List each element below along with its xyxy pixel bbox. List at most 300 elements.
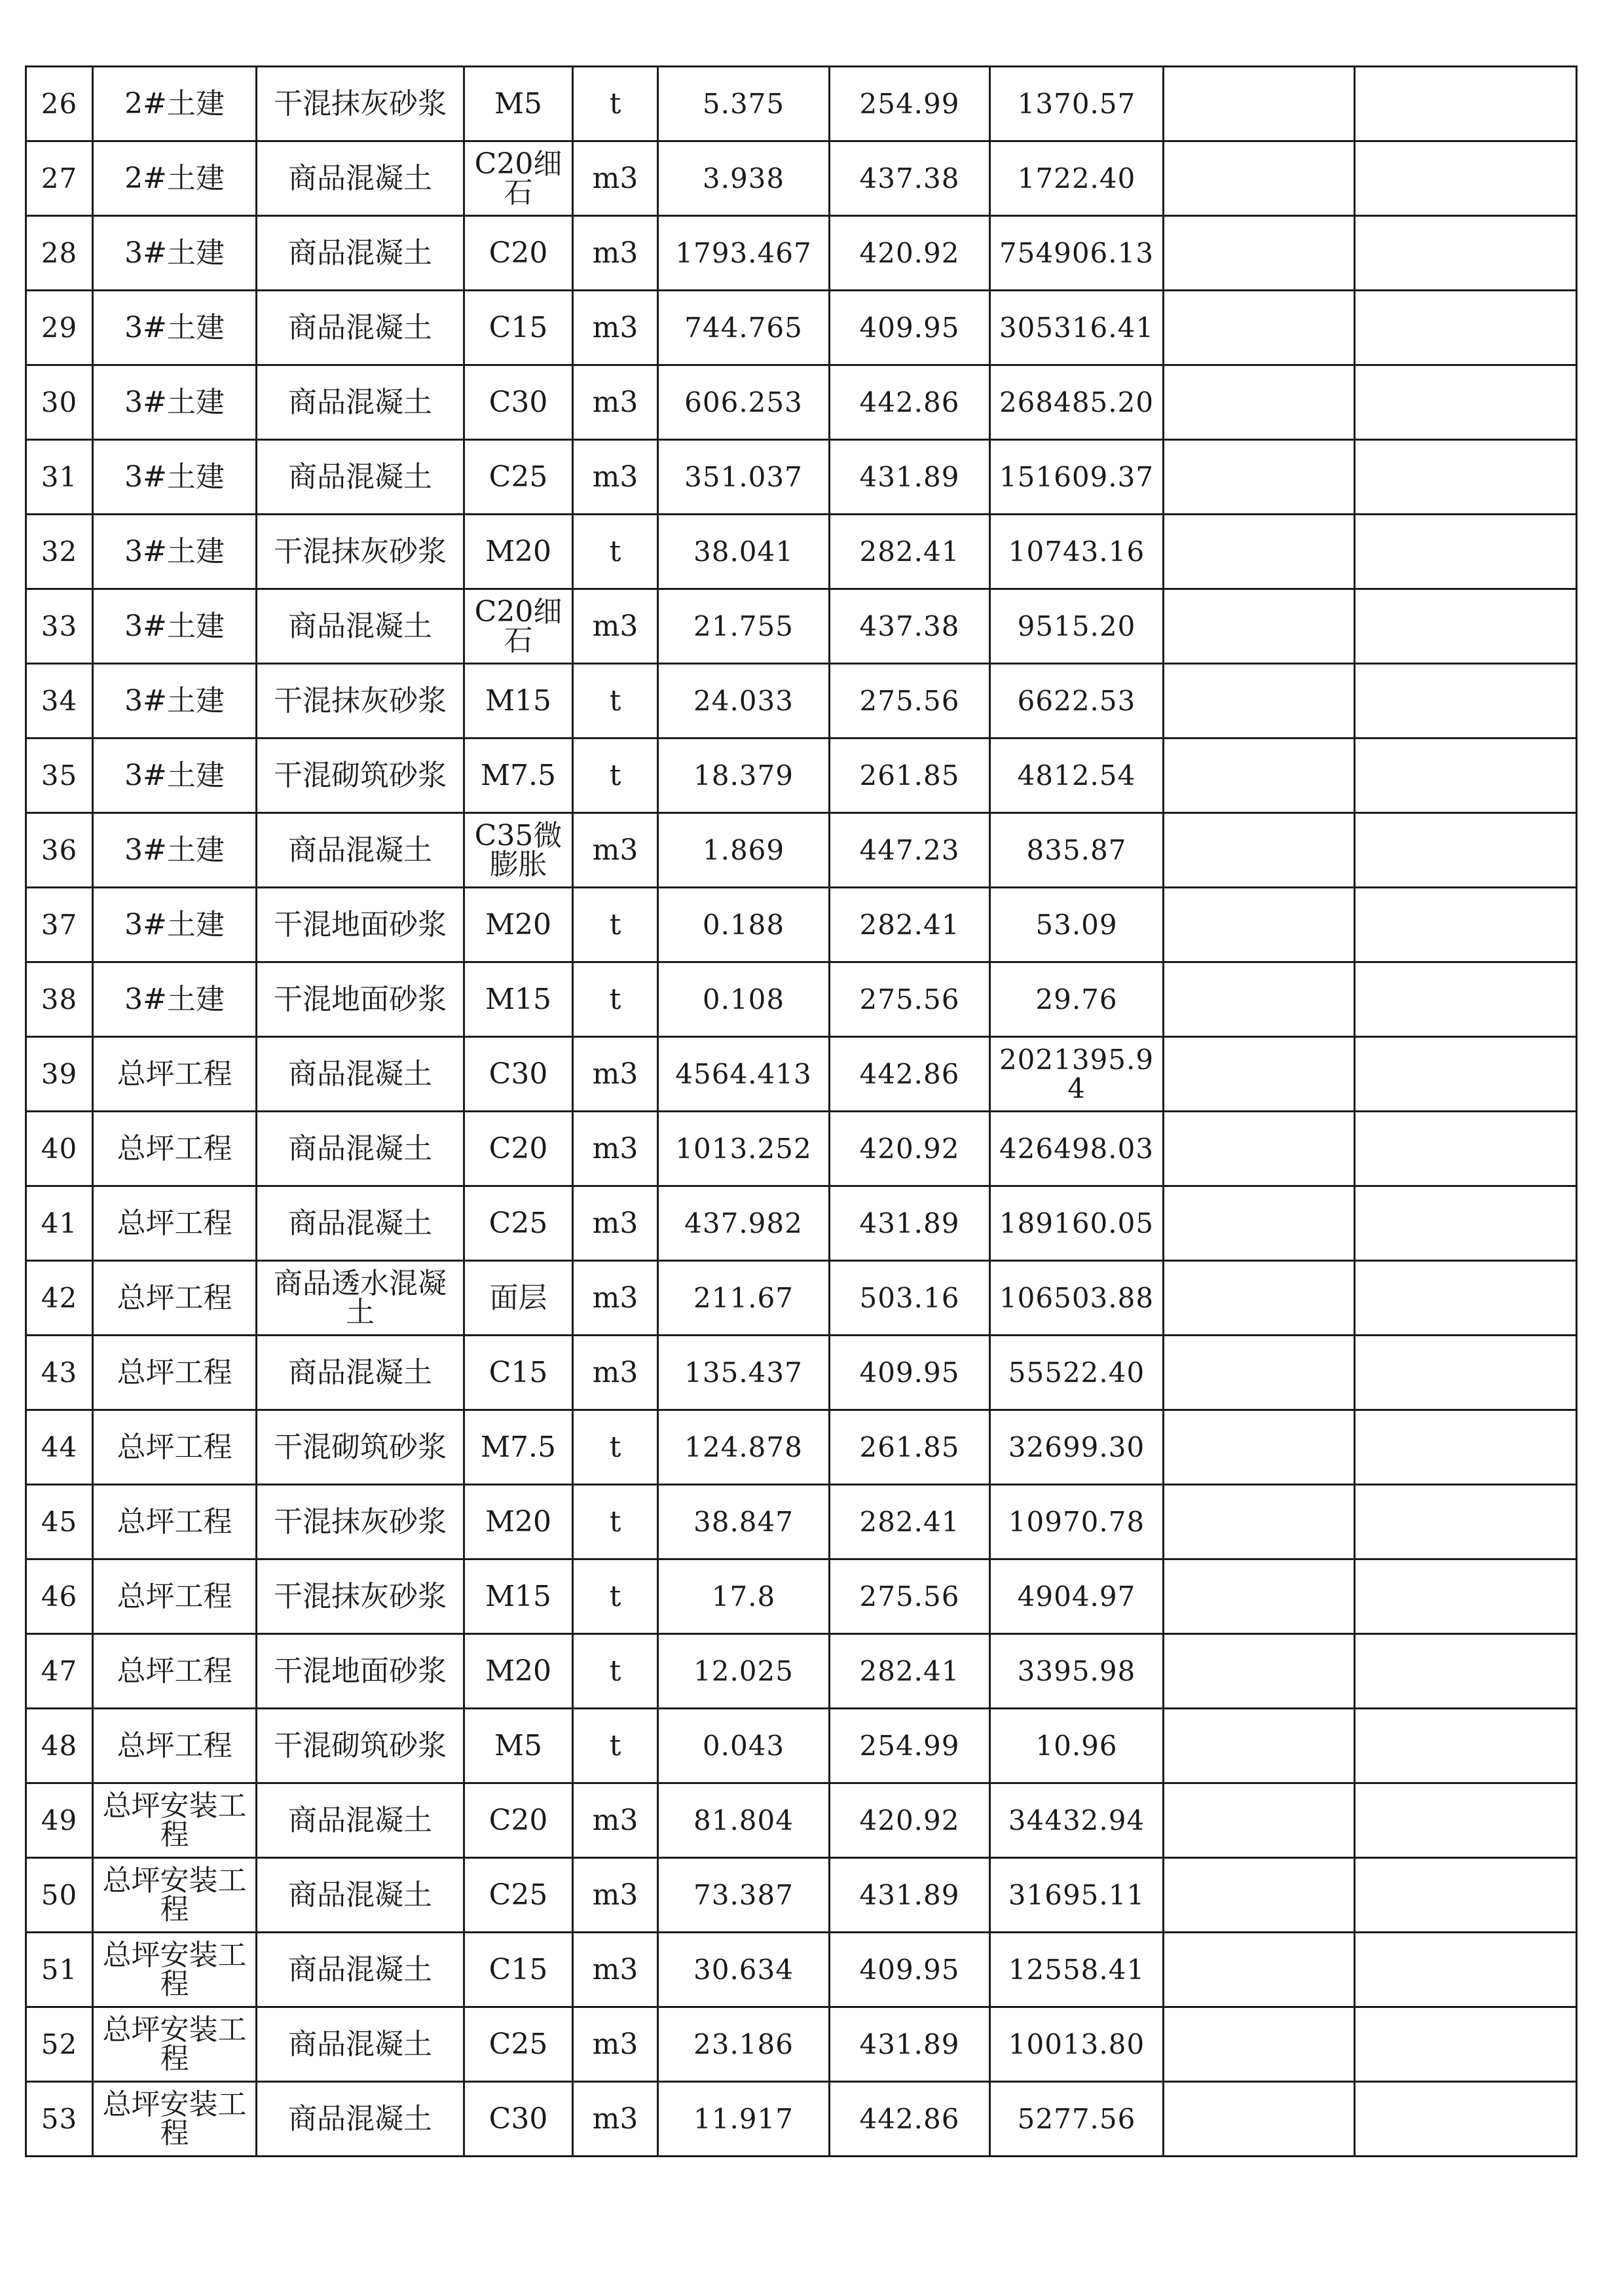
blank-cell-b xyxy=(1355,1634,1577,1709)
amount-cell: 4812.54 xyxy=(990,738,1164,813)
blank-cell-b xyxy=(1355,141,1577,216)
row-number-cell: 44 xyxy=(26,1410,93,1485)
spec-cell: M20 xyxy=(464,515,573,589)
quantity-cell: 18.379 xyxy=(658,738,830,813)
row-number-cell: 40 xyxy=(26,1112,93,1186)
amount-cell: 189160.05 xyxy=(990,1186,1164,1261)
amount-cell: 268485.20 xyxy=(990,365,1164,440)
blank-cell-b xyxy=(1355,1186,1577,1261)
table-row xyxy=(26,1634,1577,1709)
unit-cell: m3 xyxy=(573,1186,658,1261)
material-name-cell: 商品混凝土 xyxy=(257,2007,464,2082)
quantity-cell: 38.041 xyxy=(658,515,830,589)
row-number-cell: 42 xyxy=(26,1261,93,1336)
row-number-cell: 41 xyxy=(26,1186,93,1261)
unit-price-cell: 420.92 xyxy=(830,1112,990,1186)
section-cell: 3#土建 xyxy=(93,515,257,589)
unit-price-cell: 503.16 xyxy=(830,1261,990,1336)
amount-cell: 9515.20 xyxy=(990,589,1164,664)
blank-cell-b xyxy=(1355,440,1577,515)
blank-cell-a xyxy=(1164,664,1355,738)
unit-cell: t xyxy=(573,1559,658,1634)
row-number-cell: 45 xyxy=(26,1485,93,1559)
unit-price-cell: 420.92 xyxy=(830,1783,990,1858)
blank-cell-a xyxy=(1164,1783,1355,1858)
row-number-cell: 32 xyxy=(26,515,93,589)
table-row xyxy=(26,589,1577,664)
unit-cell: m3 xyxy=(573,440,658,515)
unit-price-cell: 447.23 xyxy=(830,813,990,888)
material-name-cell: 商品透水混凝土 xyxy=(257,1261,464,1336)
blank-cell-a xyxy=(1164,1933,1355,2007)
spec-cell: C25 xyxy=(464,1858,573,1933)
unit-cell: m3 xyxy=(573,141,658,216)
section-cell: 2#土建 xyxy=(93,67,257,141)
material-name-cell: 干混地面砂浆 xyxy=(257,1634,464,1709)
section-cell: 3#土建 xyxy=(93,813,257,888)
quantity-cell: 24.033 xyxy=(658,664,830,738)
material-name-cell: 商品混凝土 xyxy=(257,440,464,515)
blank-cell-a xyxy=(1164,291,1355,365)
unit-price-cell: 409.95 xyxy=(830,1933,990,2007)
unit-price-cell: 254.99 xyxy=(830,1709,990,1783)
blank-cell-a xyxy=(1164,515,1355,589)
quantity-cell: 1793.467 xyxy=(658,216,830,291)
row-number-cell: 39 xyxy=(26,1037,93,1112)
quantity-cell: 12.025 xyxy=(658,1634,830,1709)
spec-cell: M15 xyxy=(464,1559,573,1634)
section-cell: 3#土建 xyxy=(93,365,257,440)
row-number-cell: 30 xyxy=(26,365,93,440)
quantity-cell: 5.375 xyxy=(658,67,830,141)
row-number-cell: 47 xyxy=(26,1634,93,1709)
unit-price-cell: 261.85 xyxy=(830,738,990,813)
amount-cell: 5277.56 xyxy=(990,2082,1164,2157)
unit-price-cell: 254.99 xyxy=(830,67,990,141)
blank-cell-b xyxy=(1355,2007,1577,2082)
amount-cell: 151609.37 xyxy=(990,440,1164,515)
table-body xyxy=(26,67,1577,2157)
row-number-cell: 29 xyxy=(26,291,93,365)
spec-cell: M20 xyxy=(464,888,573,962)
spec-cell: C15 xyxy=(464,1336,573,1410)
unit-price-cell: 282.41 xyxy=(830,1485,990,1559)
unit-price-cell: 275.56 xyxy=(830,962,990,1037)
unit-price-cell: 442.86 xyxy=(830,1037,990,1112)
row-number-cell: 46 xyxy=(26,1559,93,1634)
unit-price-cell: 431.89 xyxy=(830,1186,990,1261)
quantity-cell: 744.765 xyxy=(658,291,830,365)
quantity-cell: 17.8 xyxy=(658,1559,830,1634)
section-cell: 总坪工程 xyxy=(93,1186,257,1261)
unit-price-cell: 431.89 xyxy=(830,440,990,515)
amount-cell: 34432.94 xyxy=(990,1783,1164,1858)
blank-cell-a xyxy=(1164,67,1355,141)
blank-cell-b xyxy=(1355,365,1577,440)
quantity-cell: 38.847 xyxy=(658,1485,830,1559)
table-row xyxy=(26,216,1577,291)
blank-cell-b xyxy=(1355,1858,1577,1933)
blank-cell-a xyxy=(1164,365,1355,440)
material-name-cell: 干混砌筑砂浆 xyxy=(257,738,464,813)
table-row xyxy=(26,1336,1577,1410)
table-row xyxy=(26,2007,1577,2082)
unit-price-cell: 409.95 xyxy=(830,291,990,365)
section-cell: 3#土建 xyxy=(93,738,257,813)
section-cell: 总坪安装工程 xyxy=(93,2082,257,2157)
blank-cell-b xyxy=(1355,1410,1577,1485)
row-number-cell: 27 xyxy=(26,141,93,216)
unit-cell: t xyxy=(573,888,658,962)
amount-cell: 12558.41 xyxy=(990,1933,1164,2007)
blank-cell-b xyxy=(1355,67,1577,141)
table-row xyxy=(26,1037,1577,1112)
spec-cell: M20 xyxy=(464,1634,573,1709)
blank-cell-a xyxy=(1164,1858,1355,1933)
blank-cell-b xyxy=(1355,1112,1577,1186)
quantity-cell: 211.67 xyxy=(658,1261,830,1336)
section-cell: 总坪安装工程 xyxy=(93,2007,257,2082)
amount-cell: 10.96 xyxy=(990,1709,1164,1783)
blank-cell-b xyxy=(1355,1783,1577,1858)
blank-cell-a xyxy=(1164,1336,1355,1410)
material-name-cell: 商品混凝土 xyxy=(257,1112,464,1186)
unit-cell: m3 xyxy=(573,2007,658,2082)
material-name-cell: 商品混凝土 xyxy=(257,1336,464,1410)
unit-cell: m3 xyxy=(573,1112,658,1186)
blank-cell-b xyxy=(1355,216,1577,291)
row-number-cell: 31 xyxy=(26,440,93,515)
spec-cell: C20 xyxy=(464,1112,573,1186)
quantity-cell: 1013.252 xyxy=(658,1112,830,1186)
spec-cell: C20细石 xyxy=(464,589,573,664)
row-number-cell: 26 xyxy=(26,67,93,141)
table-row xyxy=(26,962,1577,1037)
amount-cell: 835.87 xyxy=(990,813,1164,888)
blank-cell-b xyxy=(1355,1037,1577,1112)
material-name-cell: 干混抹灰砂浆 xyxy=(257,1485,464,1559)
material-name-cell: 商品混凝土 xyxy=(257,1933,464,2007)
material-name-cell: 商品混凝土 xyxy=(257,216,464,291)
quantity-cell: 0.108 xyxy=(658,962,830,1037)
table-row xyxy=(26,1261,1577,1336)
table-row xyxy=(26,1186,1577,1261)
section-cell: 2#土建 xyxy=(93,141,257,216)
section-cell: 总坪工程 xyxy=(93,1336,257,1410)
unit-price-cell: 275.56 xyxy=(830,664,990,738)
blank-cell-b xyxy=(1355,738,1577,813)
table-row xyxy=(26,1559,1577,1634)
quantity-cell: 437.982 xyxy=(658,1186,830,1261)
spec-cell: C30 xyxy=(464,2082,573,2157)
row-number-cell: 50 xyxy=(26,1858,93,1933)
unit-price-cell: 420.92 xyxy=(830,216,990,291)
section-cell: 总坪工程 xyxy=(93,1559,257,1634)
quantity-cell: 124.878 xyxy=(658,1410,830,1485)
quantity-cell: 0.188 xyxy=(658,888,830,962)
quantity-cell: 606.253 xyxy=(658,365,830,440)
row-number-cell: 52 xyxy=(26,2007,93,2082)
material-name-cell: 商品混凝土 xyxy=(257,813,464,888)
unit-cell: t xyxy=(573,515,658,589)
unit-cell: t xyxy=(573,664,658,738)
spec-cell: C20 xyxy=(464,1783,573,1858)
row-number-cell: 36 xyxy=(26,813,93,888)
amount-cell: 3395.98 xyxy=(990,1634,1164,1709)
quantity-cell: 23.186 xyxy=(658,2007,830,2082)
row-number-cell: 38 xyxy=(26,962,93,1037)
spec-cell: M15 xyxy=(464,664,573,738)
table-row xyxy=(26,738,1577,813)
amount-cell: 2021395.94 xyxy=(990,1037,1164,1112)
row-number-cell: 35 xyxy=(26,738,93,813)
table-row xyxy=(26,888,1577,962)
quantity-cell: 4564.413 xyxy=(658,1037,830,1112)
unit-cell: t xyxy=(573,962,658,1037)
table-row xyxy=(26,1858,1577,1933)
section-cell: 3#土建 xyxy=(93,962,257,1037)
amount-cell: 10743.16 xyxy=(990,515,1164,589)
blank-cell-a xyxy=(1164,440,1355,515)
unit-price-cell: 409.95 xyxy=(830,1336,990,1410)
table-row xyxy=(26,813,1577,888)
unit-cell: m3 xyxy=(573,1933,658,2007)
quantity-cell: 351.037 xyxy=(658,440,830,515)
quantity-cell: 1.869 xyxy=(658,813,830,888)
amount-cell: 754906.13 xyxy=(990,216,1164,291)
table-row xyxy=(26,515,1577,589)
amount-cell: 29.76 xyxy=(990,962,1164,1037)
blank-cell-a xyxy=(1164,1410,1355,1485)
amount-cell: 426498.03 xyxy=(990,1112,1164,1186)
blank-cell-b xyxy=(1355,1336,1577,1410)
row-number-cell: 53 xyxy=(26,2082,93,2157)
spec-cell: C20细石 xyxy=(464,141,573,216)
section-cell: 总坪工程 xyxy=(93,1634,257,1709)
quantity-cell: 0.043 xyxy=(658,1709,830,1783)
material-name-cell: 商品混凝土 xyxy=(257,589,464,664)
blank-cell-a xyxy=(1164,738,1355,813)
unit-price-cell: 431.89 xyxy=(830,1858,990,1933)
unit-price-cell: 442.86 xyxy=(830,2082,990,2157)
amount-cell: 6622.53 xyxy=(990,664,1164,738)
table-row xyxy=(26,1933,1577,2007)
blank-cell-a xyxy=(1164,141,1355,216)
unit-price-cell: 437.38 xyxy=(830,589,990,664)
blank-cell-b xyxy=(1355,589,1577,664)
spec-cell: C30 xyxy=(464,365,573,440)
amount-cell: 10970.78 xyxy=(990,1485,1164,1559)
section-cell: 3#土建 xyxy=(93,216,257,291)
blank-cell-a xyxy=(1164,1559,1355,1634)
blank-cell-b xyxy=(1355,664,1577,738)
spec-cell: C35微膨胀 xyxy=(464,813,573,888)
spec-cell: C30 xyxy=(464,1037,573,1112)
spec-cell: C20 xyxy=(464,216,573,291)
unit-cell: t xyxy=(573,1485,658,1559)
section-cell: 总坪工程 xyxy=(93,1261,257,1336)
unit-cell: t xyxy=(573,1634,658,1709)
quantity-cell: 73.387 xyxy=(658,1858,830,1933)
unit-cell: t xyxy=(573,1709,658,1783)
blank-cell-a xyxy=(1164,888,1355,962)
unit-price-cell: 282.41 xyxy=(830,1634,990,1709)
section-cell: 总坪安装工程 xyxy=(93,1858,257,1933)
blank-cell-b xyxy=(1355,1559,1577,1634)
amount-cell: 1722.40 xyxy=(990,141,1164,216)
blank-cell-a xyxy=(1164,813,1355,888)
quantity-cell: 30.634 xyxy=(658,1933,830,2007)
unit-cell: m3 xyxy=(573,589,658,664)
blank-cell-a xyxy=(1164,962,1355,1037)
section-cell: 3#土建 xyxy=(93,291,257,365)
blank-cell-a xyxy=(1164,216,1355,291)
unit-price-cell: 282.41 xyxy=(830,888,990,962)
quantity-cell: 3.938 xyxy=(658,141,830,216)
amount-cell: 106503.88 xyxy=(990,1261,1164,1336)
table-row xyxy=(26,67,1577,141)
amount-cell: 55522.40 xyxy=(990,1336,1164,1410)
blank-cell-a xyxy=(1164,1186,1355,1261)
section-cell: 总坪安装工程 xyxy=(93,1783,257,1858)
table-row xyxy=(26,365,1577,440)
material-name-cell: 干混抹灰砂浆 xyxy=(257,67,464,141)
material-name-cell: 商品混凝土 xyxy=(257,1186,464,1261)
unit-cell: t xyxy=(573,1410,658,1485)
amount-cell: 32699.30 xyxy=(990,1410,1164,1485)
spec-cell: M7.5 xyxy=(464,738,573,813)
material-name-cell: 商品混凝土 xyxy=(257,1037,464,1112)
section-cell: 总坪工程 xyxy=(93,1410,257,1485)
table-row xyxy=(26,1112,1577,1186)
unit-price-cell: 437.38 xyxy=(830,141,990,216)
row-number-cell: 51 xyxy=(26,1933,93,2007)
unit-cell: m3 xyxy=(573,291,658,365)
spec-cell: M5 xyxy=(464,1709,573,1783)
unit-cell: m3 xyxy=(573,216,658,291)
unit-price-cell: 275.56 xyxy=(830,1559,990,1634)
blank-cell-b xyxy=(1355,813,1577,888)
blank-cell-b xyxy=(1355,2082,1577,2157)
amount-cell: 31695.11 xyxy=(990,1858,1164,1933)
amount-cell: 4904.97 xyxy=(990,1559,1164,1634)
table-row xyxy=(26,291,1577,365)
row-number-cell: 48 xyxy=(26,1709,93,1783)
blank-cell-a xyxy=(1164,1261,1355,1336)
spec-cell: C25 xyxy=(464,1186,573,1261)
section-cell: 总坪工程 xyxy=(93,1485,257,1559)
section-cell: 3#土建 xyxy=(93,589,257,664)
table-row xyxy=(26,1485,1577,1559)
quantity-cell: 81.804 xyxy=(658,1783,830,1858)
blank-cell-a xyxy=(1164,1634,1355,1709)
unit-cell: m3 xyxy=(573,1783,658,1858)
amount-cell: 305316.41 xyxy=(990,291,1164,365)
row-number-cell: 49 xyxy=(26,1783,93,1858)
amount-cell: 10013.80 xyxy=(990,2007,1164,2082)
material-name-cell: 商品混凝土 xyxy=(257,1783,464,1858)
spec-cell: M15 xyxy=(464,962,573,1037)
unit-cell: m3 xyxy=(573,1858,658,1933)
table-row xyxy=(26,440,1577,515)
blank-cell-b xyxy=(1355,1485,1577,1559)
table-row xyxy=(26,1410,1577,1485)
blank-cell-a xyxy=(1164,589,1355,664)
spec-cell: M5 xyxy=(464,67,573,141)
spec-cell: C25 xyxy=(464,440,573,515)
blank-cell-a xyxy=(1164,1709,1355,1783)
unit-cell: m3 xyxy=(573,1336,658,1410)
quantity-cell: 135.437 xyxy=(658,1336,830,1410)
material-name-cell: 干混抹灰砂浆 xyxy=(257,1559,464,1634)
section-cell: 3#土建 xyxy=(93,440,257,515)
blank-cell-a xyxy=(1164,1485,1355,1559)
table-row xyxy=(26,141,1577,216)
blank-cell-b xyxy=(1355,962,1577,1037)
unit-cell: m3 xyxy=(573,1261,658,1336)
unit-cell: m3 xyxy=(573,1037,658,1112)
blank-cell-a xyxy=(1164,1037,1355,1112)
unit-price-cell: 282.41 xyxy=(830,515,990,589)
table-row xyxy=(26,1709,1577,1783)
unit-cell: t xyxy=(573,67,658,141)
material-name-cell: 干混抹灰砂浆 xyxy=(257,515,464,589)
section-cell: 3#土建 xyxy=(93,888,257,962)
row-number-cell: 37 xyxy=(26,888,93,962)
unit-price-cell: 261.85 xyxy=(830,1410,990,1485)
section-cell: 总坪工程 xyxy=(93,1037,257,1112)
spec-cell: C15 xyxy=(464,291,573,365)
blank-cell-b xyxy=(1355,888,1577,962)
material-name-cell: 干混砌筑砂浆 xyxy=(257,1410,464,1485)
row-number-cell: 34 xyxy=(26,664,93,738)
spec-cell: 面层 xyxy=(464,1261,573,1336)
unit-price-cell: 442.86 xyxy=(830,365,990,440)
material-price-table xyxy=(25,65,1578,2157)
quantity-cell: 21.755 xyxy=(658,589,830,664)
row-number-cell: 28 xyxy=(26,216,93,291)
blank-cell-b xyxy=(1355,515,1577,589)
blank-cell-a xyxy=(1164,1112,1355,1186)
unit-price-cell: 431.89 xyxy=(830,2007,990,2082)
section-cell: 总坪安装工程 xyxy=(93,1933,257,2007)
unit-cell: m3 xyxy=(573,2082,658,2157)
material-name-cell: 干混砌筑砂浆 xyxy=(257,1709,464,1783)
section-cell: 总坪工程 xyxy=(93,1112,257,1186)
blank-cell-a xyxy=(1164,2007,1355,2082)
spec-cell: M20 xyxy=(464,1485,573,1559)
spec-cell: M7.5 xyxy=(464,1410,573,1485)
material-name-cell: 商品混凝土 xyxy=(257,291,464,365)
blank-cell-b xyxy=(1355,1933,1577,2007)
blank-cell-b xyxy=(1355,291,1577,365)
row-number-cell: 43 xyxy=(26,1336,93,1410)
unit-cell: t xyxy=(573,738,658,813)
material-name-cell: 干混抹灰砂浆 xyxy=(257,664,464,738)
unit-cell: m3 xyxy=(573,365,658,440)
spec-cell: C25 xyxy=(464,2007,573,2082)
quantity-cell: 11.917 xyxy=(658,2082,830,2157)
blank-cell-b xyxy=(1355,1261,1577,1336)
material-name-cell: 干混地面砂浆 xyxy=(257,962,464,1037)
table-row xyxy=(26,2082,1577,2157)
spec-cell: C15 xyxy=(464,1933,573,2007)
blank-cell-b xyxy=(1355,1709,1577,1783)
row-number-cell: 33 xyxy=(26,589,93,664)
material-name-cell: 商品混凝土 xyxy=(257,2082,464,2157)
section-cell: 总坪工程 xyxy=(93,1709,257,1783)
unit-cell: m3 xyxy=(573,813,658,888)
